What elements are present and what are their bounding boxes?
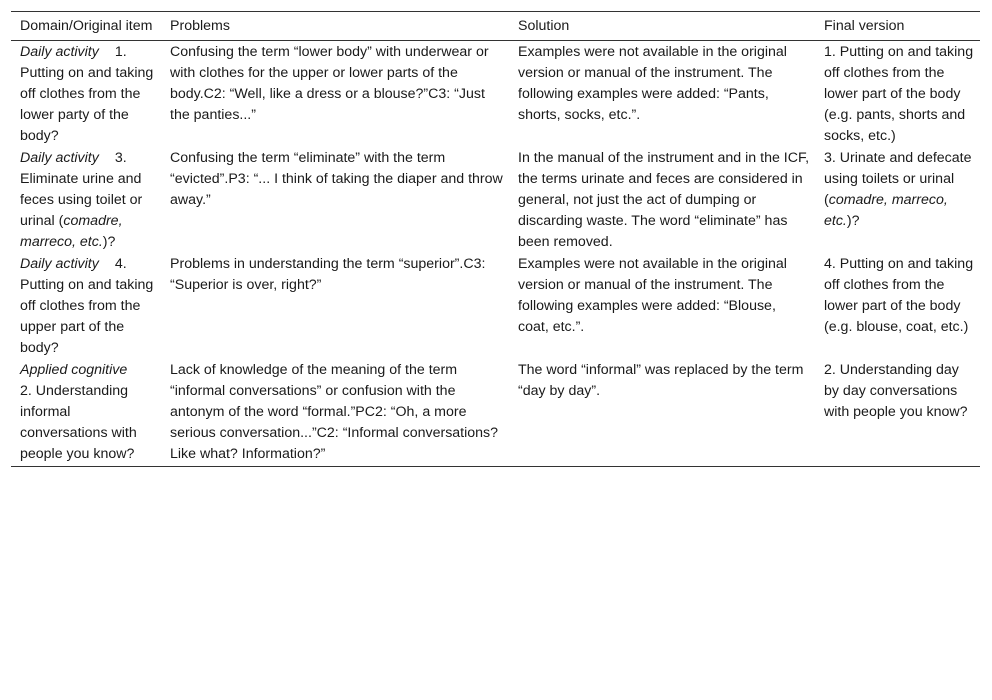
problems-cell: Problems in understanding the term “superior”.C3: “Superior is over, right?” — [170, 256, 486, 293]
domain-name: Daily activity — [20, 256, 99, 272]
solution-cell: Examples were not available in the original version or manual of the instrument. The following examples were added: “Pants, shorts, socks, etc.”. — [518, 44, 787, 123]
problems-cell: Confusing the term “eliminate” with the term “evicted”.P3: “... I think of taking the diaper and throw away.” — [170, 150, 503, 208]
table-row — [11, 147, 980, 253]
original-item-examples: comadre, marreco, etc. — [20, 213, 123, 250]
table-row — [11, 359, 980, 467]
header-final-version: Final version — [815, 12, 980, 41]
table-row — [11, 41, 980, 148]
original-item-prefix: 3. Eliminate urine and feces using toilet or urinal ( — [20, 150, 143, 229]
final-version-cell: 4. Putting on and taking off clothes from the lower part of the body (e.g. blouse, coat, etc.) — [824, 256, 974, 335]
domain-cell — [11, 147, 161, 253]
original-item: 4. Putting on and taking off clothes from the upper part of the body? — [20, 256, 154, 356]
final-version-suffix: )? — [846, 213, 860, 229]
table-row — [11, 253, 980, 359]
domain-cell — [11, 359, 161, 467]
final-version-cell: 1. Putting on and taking off clothes from the lower part of the body (e.g. pants, shorts and socks, etc.) — [824, 44, 974, 144]
domain-name: Daily activity — [20, 150, 99, 166]
final-version-cell: 2. Understanding day by day conversations with people you know? — [815, 359, 980, 467]
solution-cell: The word “informal” was replaced by the term “day by day”. — [509, 359, 815, 467]
original-item: 2. Understanding informal conversations with people you know? — [20, 383, 137, 462]
solution-cell: In the manual of the instrument and in the ICF, the terms urinate and feces are considered in general, not just the act of dumping or discarding waste. The word “eliminate” has been removed. — [518, 150, 810, 250]
original-item: 1. Putting on and taking off clothes from the lower party of the body? — [20, 44, 154, 144]
header-problems: Problems — [161, 12, 509, 41]
domain-name: Daily activity — [20, 44, 99, 60]
original-item-suffix: )? — [102, 234, 116, 250]
comparison-table — [11, 11, 980, 467]
final-version-cell — [815, 147, 980, 253]
problems-cell: Lack of knowledge of the meaning of the term “informal conversations” or confusion with the antonym of the word “formal.”PC2: “Oh, a more serious conversation...”C2: “Informal conversations? Like what? Information?” — [161, 359, 509, 467]
domain-name: Applied cognitive — [20, 362, 128, 378]
problems-cell: Confusing the term “lower body” with underwear or with clothes for the upper or lower parts of the body.C2: “Well, like a dress or a blouse?”C3: “Just the panties...” — [170, 44, 489, 123]
header-solution: Solution — [509, 12, 815, 41]
domain-cell — [11, 253, 161, 359]
solution-cell: Examples were not available in the original version or manual of the instrument. The following examples were added: “Blouse, coat, etc.”. — [518, 256, 787, 335]
final-version-prefix: 3. Urinate and defecate using toilets or urinal ( — [824, 150, 972, 208]
final-version-examples: comadre, marreco, etc. — [824, 192, 948, 229]
header-row — [11, 12, 980, 41]
header-domain: Domain/Original item — [11, 12, 161, 41]
domain-cell — [11, 41, 161, 148]
